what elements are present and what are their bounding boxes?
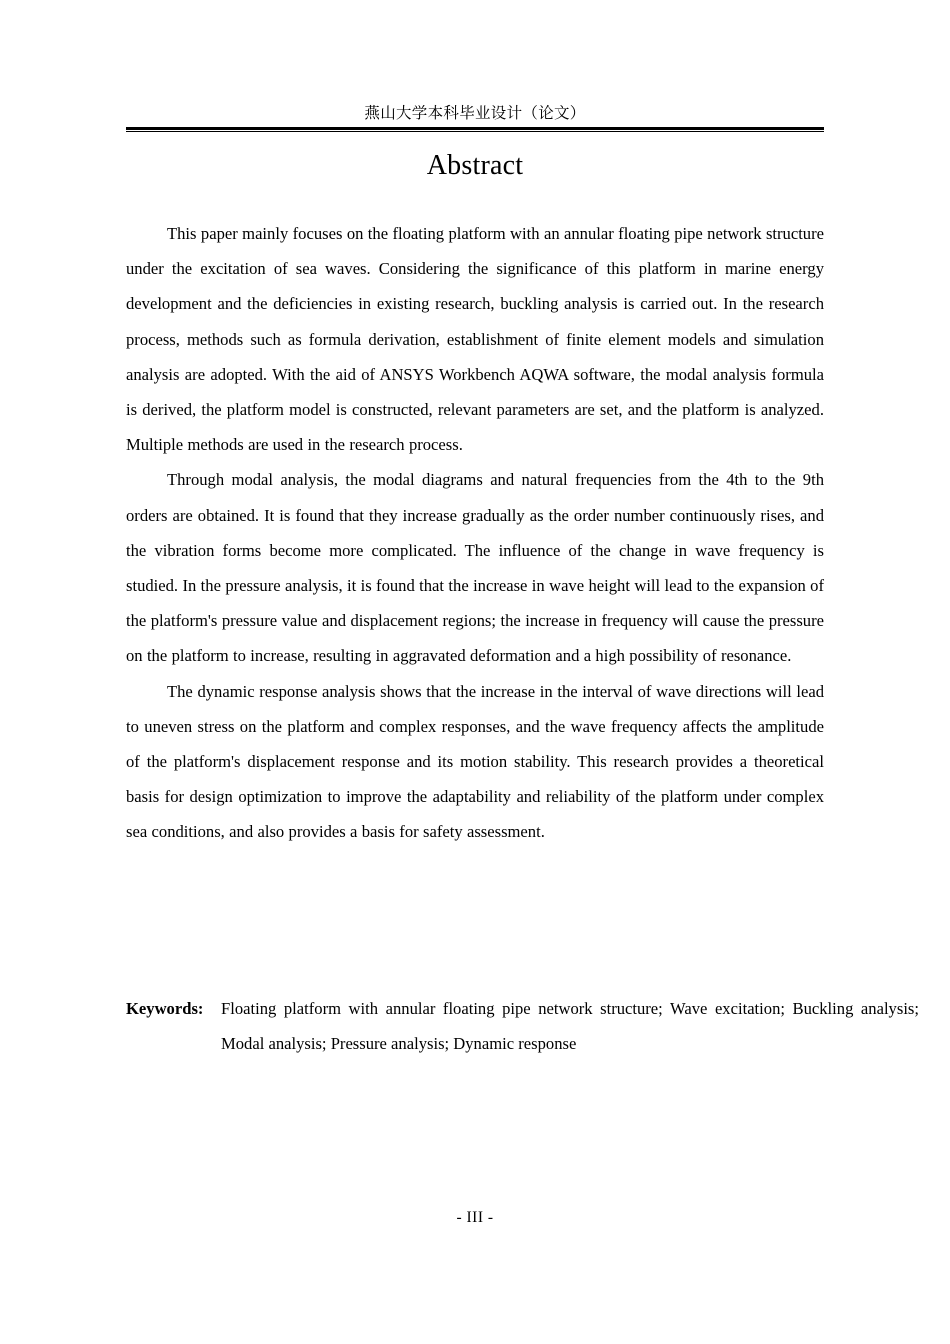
page-title: Abstract: [426, 150, 524, 181]
page-header: [126, 104, 824, 132]
abstract-paragraph: The dynamic response analysis shows that the increase in the interval of wave directions will lead to uneven stress on the platform and complex responses, and the wave frequency affects the amplitude of the platform's displacement response and its motion stability. This research provides a theoretical basis for design optimization to improve the adaptability and reliability of the platform under complex sea conditions, and also provides a basis for safety assessment.: [126, 681, 824, 842]
page-footer: [126, 1208, 824, 1228]
keywords-value: Floating platform with annular floating pipe network structure; Wave excitation; Buckling analysis; Modal analysis; Pressure analysis; Dynamic response: [221, 999, 919, 1054]
abstract-paragraph: This paper mainly focuses on the floating platform with an annular floating pipe network structure under the excitation of sea waves. Considering the significance of this platform in marine energy development and the deficiencies in existing research, buckling analysis is carried out. In the research process, methods such as formula derivation, establishment of finite element models and simulation analysis are adopted. With the aid of ANSYS Workbench AQWA software, the modal analysis formula is derived, the platform model is constructed, relevant parameters are set, and the platform is analyzed. Multiple methods are used in the research process.: [126, 224, 824, 455]
header-rule-thin: [126, 131, 824, 132]
running-header-title: 燕山大学本科毕业设计（论文）: [364, 105, 586, 122]
header-double-rule: [126, 127, 824, 132]
abstract-paragraph: Through modal analysis, the modal diagrams and natural frequencies from the 4th to the 9th orders are obtained. It is found that they increase gradually as the order number continuously rises, and the vibration forms become more complicated. The influence of the change in wave frequency is studied. In the pressure analysis, it is found that the increase in wave height will lead to the expansion of the platform's pressure value and displacement regions; the increase in frequency will cause the pressure on the platform to increase, resulting in aggravated deformation and a high possibility of resonance.: [126, 470, 824, 666]
keywords-label: Keywords:: [126, 999, 204, 1018]
abstract-body: [126, 216, 824, 850]
keywords-section: [126, 991, 919, 1061]
page-number: - III -: [456, 1209, 494, 1226]
header-rule-thick: [126, 127, 824, 130]
